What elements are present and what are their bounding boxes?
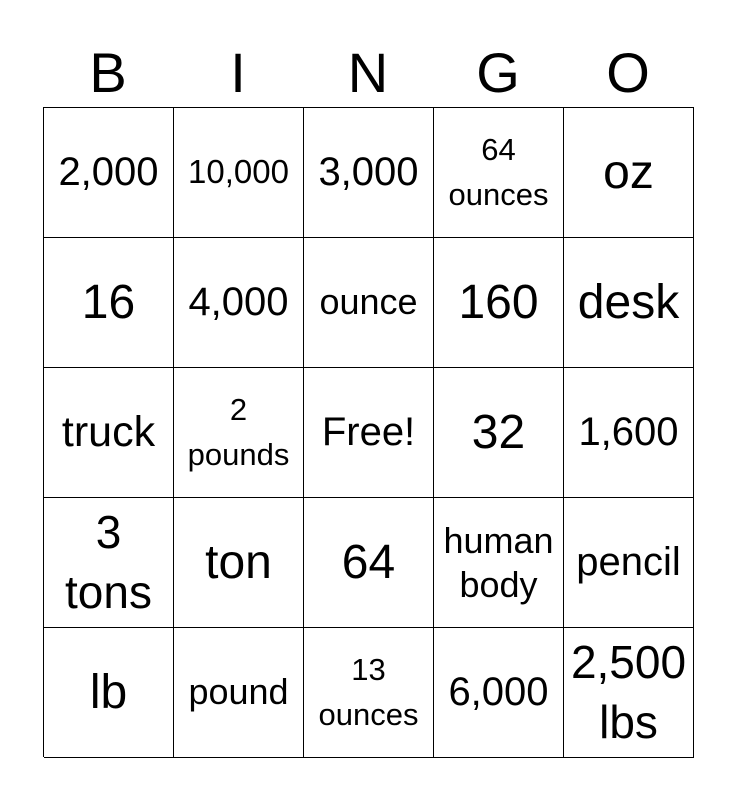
bingo-cell: 6,000 <box>434 628 564 758</box>
bingo-cell: pound <box>174 628 304 758</box>
header-letter-i: I <box>230 41 246 104</box>
bingo-cell: 64 <box>304 498 434 628</box>
bingo-header <box>43 40 693 106</box>
header-letter-g: G <box>476 41 520 104</box>
bingo-board <box>43 107 694 757</box>
header-letter-o: O <box>606 41 650 104</box>
bingo-cell: human body <box>434 498 564 628</box>
bingo-cell: 2,000 <box>44 108 174 238</box>
bingo-cell: truck <box>44 368 174 498</box>
bingo-cell: desk <box>564 238 694 368</box>
bingo-cell: 13 ounces <box>304 628 434 758</box>
header-letter-b: B <box>89 41 127 104</box>
bingo-cell: 3,000 <box>304 108 434 238</box>
bingo-cell: 4,000 <box>174 238 304 368</box>
bingo-cell: oz <box>564 108 694 238</box>
bingo-cell: 2 pounds <box>174 368 304 498</box>
bingo-cell: 2,500 lbs <box>564 628 694 758</box>
header-letter-n: N <box>347 41 389 104</box>
bingo-cell: 16 <box>44 238 174 368</box>
bingo-cell: 32 <box>434 368 564 498</box>
bingo-cell: 10,000 <box>174 108 304 238</box>
bingo-cell: 3 tons <box>44 498 174 628</box>
bingo-cell: pencil <box>564 498 694 628</box>
bingo-cell free-space: Free! <box>304 368 434 498</box>
bingo-cell: 64 ounces <box>434 108 564 238</box>
bingo-cell: 160 <box>434 238 564 368</box>
bingo-cell: 1,600 <box>564 368 694 498</box>
bingo-cell: lb <box>44 628 174 758</box>
bingo-cell: ton <box>174 498 304 628</box>
bingo-cell: ounce <box>304 238 434 368</box>
